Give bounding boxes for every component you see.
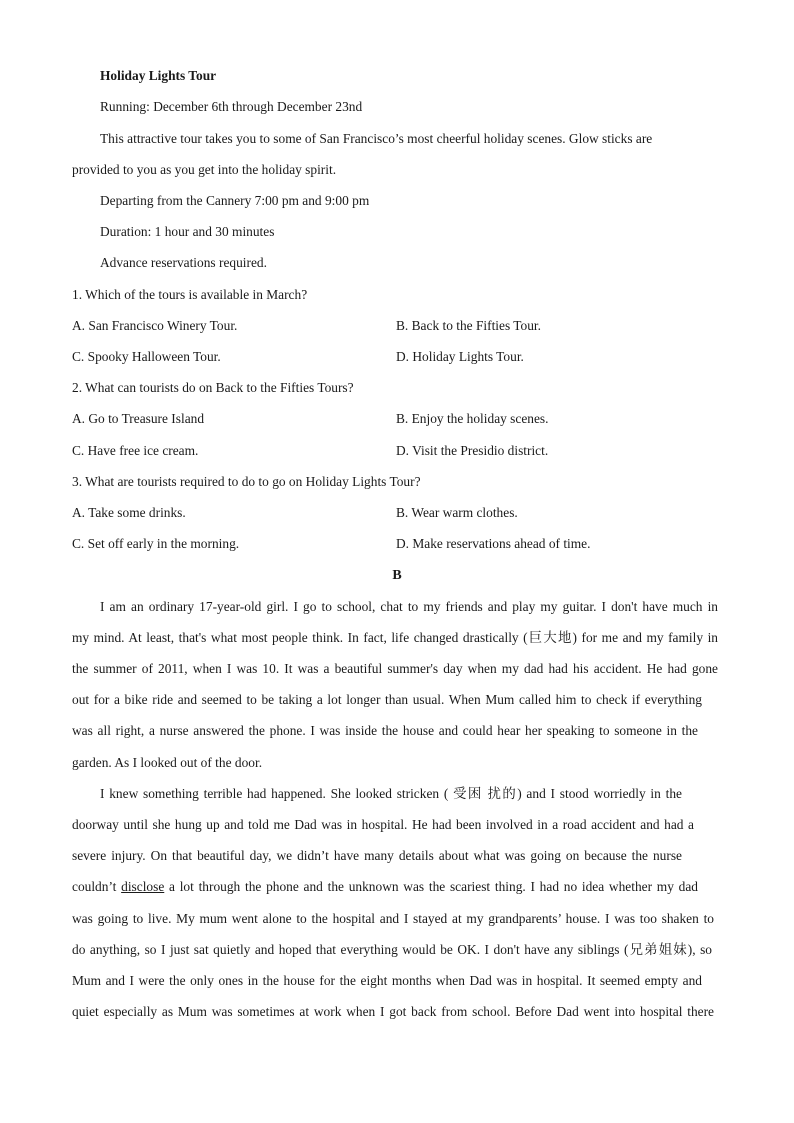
- tour-title: Holiday Lights Tour: [100, 68, 217, 83]
- tour-departing: Departing from the Cannery 7:00 pm and 9:00 pm: [100, 193, 370, 208]
- question-stem: 1. Which of the tours is available in March?: [72, 287, 308, 302]
- passage-line: the summer of 2011, when I was 10. It was a beautiful summer's day when my dad had his accident. He had gone: [72, 661, 718, 676]
- question-option: B. Back to the Fifties Tour.: [396, 318, 541, 333]
- passage-line: quiet especially as Mum was sometimes at work when I got back from school. Before Dad went into hospital there: [72, 1004, 714, 1019]
- tour-description-line: This attractive tour takes you to some of San Francisco’s most cheerful holiday scenes. Glow sticks are: [100, 131, 653, 146]
- question-option: A. San Francisco Winery Tour.: [72, 318, 238, 333]
- passage-line: [72, 879, 698, 895]
- underlined-word-disclose: disclose: [121, 879, 165, 894]
- question-option: A. Go to Treasure Island: [72, 411, 205, 426]
- tour-reservations: Advance reservations required.: [100, 255, 267, 270]
- tour-description-line: provided to you as you get into the holiday spirit.: [72, 162, 337, 177]
- question-option: B. Wear warm clothes.: [396, 505, 518, 520]
- question-option: C. Set off early in the morning.: [72, 536, 240, 551]
- question-option: D. Holiday Lights Tour.: [396, 349, 524, 364]
- passage-line: do anything, so I just sat quietly and hoped that everything would be OK. I don't have any siblings (兄弟姐妹), so: [72, 942, 712, 957]
- passage-line: my mind. At least, that's what most people think. In fact, life changed drastically (巨大地) for me and my family in: [72, 630, 718, 645]
- tour-duration: Duration: 1 hour and 30 minutes: [100, 224, 275, 239]
- passage-text: a lot through the phone and the unknown was the scariest thing. I had no idea whether my dad: [164, 879, 698, 894]
- tour-running-dates: Running: December 6th through December 23nd: [100, 99, 363, 114]
- passage-line: Mum and I were the only ones in the house for the eight months when Dad was in hospital. It seemed empty and: [72, 973, 702, 988]
- question-option: D. Make reservations ahead of time.: [396, 536, 591, 551]
- question-stem: 2. What can tourists do on Back to the Fifties Tours?: [72, 380, 354, 395]
- passage-line: was all right, a nurse answered the phone. I was inside the house and could hear her speaking to someone in the: [72, 723, 698, 738]
- question-option: A. Take some drinks.: [72, 505, 186, 520]
- section-heading: B: [392, 568, 402, 583]
- question-option: C. Have free ice cream.: [72, 443, 199, 458]
- question-stem: 3. What are tourists required to do to go on Holiday Lights Tour?: [72, 474, 421, 489]
- passage-line: doorway until she hung up and told me Dad was in hospital. He had been involved in a road accident and had a: [72, 817, 694, 832]
- passage-line: I knew something terrible had happened. She looked stricken ( 受困 扰的) and I stood worriedly in the: [100, 786, 682, 801]
- passage-line: was going to live. My mum went alone to the hospital and I stayed at my grandparents’ house. I was too shaken to: [72, 911, 714, 926]
- passage-line: garden. As I looked out of the door.: [72, 755, 263, 770]
- passage-text: couldn’t: [72, 879, 122, 894]
- passage-line: out for a bike ride and seemed to be taking a lot longer than usual. When Mum called him to check if everything: [72, 692, 702, 707]
- passage-line: I am an ordinary 17-year-old girl. I go to school, chat to my friends and play my guitar. I don't have much in: [100, 599, 718, 614]
- question-option: C. Spooky Halloween Tour.: [72, 349, 221, 364]
- question-option: D. Visit the Presidio district.: [396, 443, 549, 458]
- passage-line: severe injury. On that beautiful day, we didn’t have many details about what was going on because the nurse: [72, 848, 682, 863]
- question-option: B. Enjoy the holiday scenes.: [396, 411, 549, 426]
